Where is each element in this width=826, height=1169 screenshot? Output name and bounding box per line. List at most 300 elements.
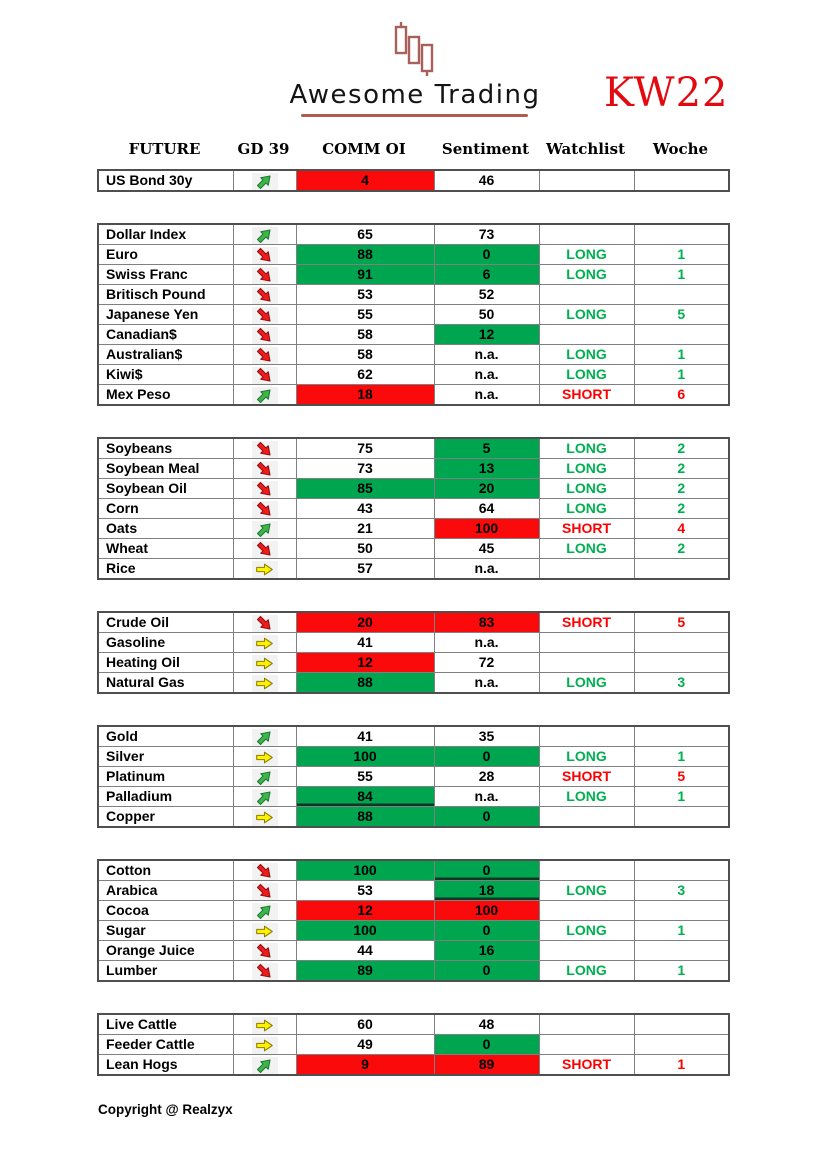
future-row: [98, 539, 729, 559]
sentiment-value-cell: 0: [434, 961, 539, 982]
trend-cell: [233, 747, 296, 767]
futures-table: [97, 611, 730, 694]
sentiment-value-cell: 89: [434, 1055, 539, 1076]
woche-count-cell: [634, 726, 729, 747]
watchlist-signal-cell: SHORT: [539, 519, 634, 539]
futures-table: [97, 437, 730, 580]
watchlist-signal-cell: [539, 901, 634, 921]
comm-oi-value-cell: 88: [296, 807, 434, 828]
future-row: [98, 747, 729, 767]
trend-down-arrow-icon: [252, 883, 278, 900]
trend-cell: [233, 479, 296, 499]
trend-cell: [233, 767, 296, 787]
woche-count-cell: 2: [634, 459, 729, 479]
future-row: [98, 245, 729, 265]
future-row: [98, 881, 729, 901]
future-name-cell: Wheat: [98, 539, 233, 559]
watchlist-signal-cell: [539, 224, 634, 245]
watchlist-signal-cell: LONG: [539, 265, 634, 285]
woche-count-cell: [634, 170, 729, 191]
trend-up-arrow-icon: [252, 903, 278, 920]
future-name-cell: Feeder Cattle: [98, 1035, 233, 1055]
woche-count-cell: 1: [634, 747, 729, 767]
sentiment-value-cell: 18: [434, 881, 539, 901]
trend-down-arrow-icon: [252, 461, 278, 478]
watchlist-signal-cell: [539, 726, 634, 747]
sentiment-value-cell: 0: [434, 921, 539, 941]
trend-down-arrow-icon: [252, 963, 278, 980]
trend-up-arrow-icon: [252, 521, 278, 538]
sentiment-value-cell: 0: [434, 747, 539, 767]
future-name-cell: Cotton: [98, 860, 233, 881]
brand-name: Awesome Trading: [289, 80, 541, 110]
future-name-cell: Soybeans: [98, 438, 233, 459]
future-row: [98, 726, 729, 747]
watchlist-signal-cell: [539, 170, 634, 191]
watchlist-signal-cell: LONG: [539, 459, 634, 479]
future-row: [98, 519, 729, 539]
future-name-cell: Gold: [98, 726, 233, 747]
trend-cell: [233, 787, 296, 807]
trend-cell: [233, 653, 296, 673]
future-row: [98, 1035, 729, 1055]
future-name-cell: Mex Peso: [98, 385, 233, 406]
trend-down-arrow-icon: [252, 441, 278, 458]
trend-down-arrow-icon: [252, 347, 278, 364]
column-header-sentiment: Sentiment: [441, 140, 530, 158]
trend-cell: [233, 726, 296, 747]
watchlist-signal-cell: LONG: [539, 673, 634, 694]
trend-down-arrow-icon: [252, 863, 278, 880]
comm-oi-value-cell: 41: [296, 726, 434, 747]
future-row: [98, 224, 729, 245]
comm-oi-value-cell: 60: [296, 1014, 434, 1035]
trend-cell: [233, 539, 296, 559]
sentiment-value-cell: 13: [434, 459, 539, 479]
trend-cell: [233, 860, 296, 881]
future-name-cell: Australian$: [98, 345, 233, 365]
trend-cell: [233, 941, 296, 961]
sentiment-value-cell: 50: [434, 305, 539, 325]
watchlist-signal-cell: LONG: [539, 747, 634, 767]
watchlist-signal-cell: [539, 653, 634, 673]
watchlist-signal-cell: [539, 559, 634, 580]
future-row: [98, 345, 729, 365]
trend-up-arrow-icon: [252, 729, 278, 746]
trend-down-arrow-icon: [252, 287, 278, 304]
trend-down-arrow-icon: [252, 327, 278, 344]
column-header-watchlist: Watchlist: [546, 140, 625, 158]
woche-count-cell: 2: [634, 499, 729, 519]
watchlist-signal-cell: [539, 860, 634, 881]
sentiment-value-cell: 35: [434, 726, 539, 747]
watchlist-signal-cell: [539, 807, 634, 828]
sentiment-value-cell: n.a.: [434, 673, 539, 694]
comm-oi-value-cell: 53: [296, 881, 434, 901]
sentiment-value-cell: 28: [434, 767, 539, 787]
comm-oi-value-cell: 88: [296, 673, 434, 694]
future-row: [98, 1055, 729, 1076]
future-row: [98, 325, 729, 345]
watchlist-signal-cell: SHORT: [539, 767, 634, 787]
woche-count-cell: 1: [634, 265, 729, 285]
future-name-cell: Japanese Yen: [98, 305, 233, 325]
future-row: [98, 438, 729, 459]
comm-oi-value-cell: 53: [296, 285, 434, 305]
watchlist-signal-cell: [539, 285, 634, 305]
trend-cell: [233, 245, 296, 265]
trend-right-arrow-icon: [252, 675, 278, 692]
woche-count-cell: [634, 807, 729, 828]
column-header-comm-oi: COMM OI: [322, 140, 406, 158]
trend-down-arrow-icon: [252, 481, 278, 498]
woche-count-cell: 1: [634, 345, 729, 365]
future-row: [98, 499, 729, 519]
trend-down-arrow-icon: [252, 267, 278, 284]
sentiment-value-cell: n.a.: [434, 559, 539, 580]
watchlist-signal-cell: SHORT: [539, 385, 634, 406]
comm-oi-value-cell: 75: [296, 438, 434, 459]
futures-table: [97, 169, 730, 192]
future-name-cell: Copper: [98, 807, 233, 828]
futures-table: [97, 725, 730, 828]
woche-count-cell: 2: [634, 438, 729, 459]
woche-count-cell: [634, 285, 729, 305]
trend-right-arrow-icon: [252, 1017, 278, 1034]
future-row: [98, 612, 729, 633]
comm-oi-value-cell: 44: [296, 941, 434, 961]
trend-down-arrow-icon: [252, 307, 278, 324]
future-name-cell: Dollar Index: [98, 224, 233, 245]
watchlist-signal-cell: SHORT: [539, 1055, 634, 1076]
sentiment-value-cell: 46: [434, 170, 539, 191]
trend-up-arrow-icon: [252, 173, 278, 190]
comm-oi-value-cell: 100: [296, 921, 434, 941]
watchlist-signal-cell: LONG: [539, 499, 634, 519]
comm-oi-value-cell: 43: [296, 499, 434, 519]
future-name-cell: Cocoa: [98, 901, 233, 921]
trend-cell: [233, 612, 296, 633]
sentiment-value-cell: 48: [434, 1014, 539, 1035]
woche-count-cell: 2: [634, 479, 729, 499]
trend-down-arrow-icon: [252, 501, 278, 518]
sentiment-value-cell: 0: [434, 245, 539, 265]
trend-cell: [233, 519, 296, 539]
brand-logo-icon: [394, 22, 436, 81]
future-row: [98, 365, 729, 385]
future-name-cell: Swiss Franc: [98, 265, 233, 285]
trend-down-arrow-icon: [252, 615, 278, 632]
woche-count-cell: [634, 224, 729, 245]
trend-cell: [233, 807, 296, 828]
trend-cell: [233, 438, 296, 459]
comm-oi-value-cell: 4: [296, 170, 434, 191]
watchlist-signal-cell: LONG: [539, 438, 634, 459]
watchlist-signal-cell: [539, 633, 634, 653]
future-row: [98, 961, 729, 982]
trend-up-arrow-icon: [252, 769, 278, 786]
sentiment-value-cell: 64: [434, 499, 539, 519]
sentiment-value-cell: n.a.: [434, 365, 539, 385]
comm-oi-value-cell: 58: [296, 325, 434, 345]
trend-cell: [233, 224, 296, 245]
trend-cell: [233, 365, 296, 385]
watchlist-signal-cell: LONG: [539, 539, 634, 559]
sentiment-value-cell: 0: [434, 807, 539, 828]
column-header-future: FUTURE: [128, 140, 201, 158]
future-row: [98, 787, 729, 807]
trend-cell: [233, 305, 296, 325]
woche-count-cell: 1: [634, 1055, 729, 1076]
woche-count-cell: 2: [634, 539, 729, 559]
woche-count-cell: [634, 1014, 729, 1035]
future-name-cell: Live Cattle: [98, 1014, 233, 1035]
sentiment-value-cell: 5: [434, 438, 539, 459]
trend-down-arrow-icon: [252, 943, 278, 960]
futures-table: [97, 223, 730, 406]
future-name-cell: Sugar: [98, 921, 233, 941]
sentiment-value-cell: n.a.: [434, 633, 539, 653]
sentiment-value-cell: 20: [434, 479, 539, 499]
trend-cell: [233, 385, 296, 406]
comm-oi-value-cell: 9: [296, 1055, 434, 1076]
calendar-week-label: KW22: [604, 70, 729, 116]
trend-cell: [233, 459, 296, 479]
sentiment-value-cell: 52: [434, 285, 539, 305]
trend-right-arrow-icon: [252, 655, 278, 672]
sentiment-value-cell: 100: [434, 519, 539, 539]
watchlist-signal-cell: [539, 941, 634, 961]
woche-count-cell: [634, 559, 729, 580]
comm-oi-value-cell: 55: [296, 305, 434, 325]
trend-cell: [233, 633, 296, 653]
trend-cell: [233, 1035, 296, 1055]
comm-oi-value-cell: 12: [296, 901, 434, 921]
comm-oi-value-cell: 89: [296, 961, 434, 982]
future-name-cell: Kiwi$: [98, 365, 233, 385]
woche-count-cell: 1: [634, 961, 729, 982]
sentiment-value-cell: 16: [434, 941, 539, 961]
trend-down-arrow-icon: [252, 367, 278, 384]
trend-cell: [233, 499, 296, 519]
brand-underline: [301, 114, 528, 117]
watchlist-signal-cell: LONG: [539, 365, 634, 385]
trend-cell: [233, 673, 296, 694]
comm-oi-value-cell: 20: [296, 612, 434, 633]
trend-cell: [233, 921, 296, 941]
future-row: [98, 767, 729, 787]
trend-cell: [233, 901, 296, 921]
future-name-cell: Rice: [98, 559, 233, 580]
trend-up-arrow-icon: [252, 789, 278, 806]
future-name-cell: Heating Oil: [98, 653, 233, 673]
sentiment-value-cell: 0: [434, 1035, 539, 1055]
watchlist-signal-cell: LONG: [539, 787, 634, 807]
woche-count-cell: [634, 653, 729, 673]
woche-count-cell: 4: [634, 519, 729, 539]
comm-oi-value-cell: 58: [296, 345, 434, 365]
watchlist-signal-cell: LONG: [539, 921, 634, 941]
woche-count-cell: 5: [634, 612, 729, 633]
trend-up-arrow-icon: [252, 1057, 278, 1074]
future-row: [98, 459, 729, 479]
comm-oi-value-cell: 55: [296, 767, 434, 787]
comm-oi-value-cell: 49: [296, 1035, 434, 1055]
future-name-cell: Crude Oil: [98, 612, 233, 633]
trend-right-arrow-icon: [252, 561, 278, 578]
future-row: [98, 479, 729, 499]
future-name-cell: Silver: [98, 747, 233, 767]
future-row: [98, 385, 729, 406]
woche-count-cell: 1: [634, 787, 729, 807]
woche-count-cell: [634, 860, 729, 881]
comm-oi-value-cell: 65: [296, 224, 434, 245]
comm-oi-value-cell: 57: [296, 559, 434, 580]
future-name-cell: Euro: [98, 245, 233, 265]
future-row: [98, 901, 729, 921]
trend-up-arrow-icon: [252, 227, 278, 244]
woche-count-cell: [634, 325, 729, 345]
report-footer: [98, 1102, 826, 1117]
trend-down-arrow-icon: [252, 247, 278, 264]
sentiment-value-cell: 83: [434, 612, 539, 633]
sentiment-value-cell: n.a.: [434, 345, 539, 365]
woche-count-cell: [634, 941, 729, 961]
future-row: [98, 860, 729, 881]
watchlist-signal-cell: LONG: [539, 961, 634, 982]
sentiment-value-cell: 12: [434, 325, 539, 345]
woche-count-cell: 5: [634, 305, 729, 325]
future-name-cell: US Bond 30y: [98, 170, 233, 191]
woche-count-cell: [634, 901, 729, 921]
future-name-cell: Palladium: [98, 787, 233, 807]
comm-oi-value-cell: 62: [296, 365, 434, 385]
sentiment-value-cell: n.a.: [434, 787, 539, 807]
watchlist-signal-cell: LONG: [539, 345, 634, 365]
future-row: [98, 285, 729, 305]
futures-table: [97, 859, 730, 982]
future-row: [98, 921, 729, 941]
futures-table: [97, 1013, 730, 1076]
sentiment-value-cell: 6: [434, 265, 539, 285]
trend-right-arrow-icon: [252, 923, 278, 940]
future-name-cell: Oats: [98, 519, 233, 539]
watchlist-signal-cell: LONG: [539, 305, 634, 325]
future-row: [98, 807, 729, 828]
trend-cell: [233, 1055, 296, 1076]
trend-up-arrow-icon: [252, 387, 278, 404]
comm-oi-value-cell: 91: [296, 265, 434, 285]
watchlist-signal-cell: SHORT: [539, 612, 634, 633]
future-row: [98, 673, 729, 694]
future-row: [98, 941, 729, 961]
futures-tables: [0, 169, 826, 1076]
woche-count-cell: 5: [634, 767, 729, 787]
trend-cell: [233, 961, 296, 982]
woche-count-cell: 6: [634, 385, 729, 406]
sentiment-value-cell: 73: [434, 224, 539, 245]
watchlist-signal-cell: LONG: [539, 881, 634, 901]
copyright-text: Copyright @ Realzyx: [98, 1102, 233, 1117]
sentiment-value-cell: 100: [434, 901, 539, 921]
report-header: [0, 0, 826, 135]
future-name-cell: Corn: [98, 499, 233, 519]
column-header-woche: Woche: [652, 140, 709, 158]
future-row: [98, 1014, 729, 1035]
trend-cell: [233, 325, 296, 345]
comm-oi-value-cell: 84: [296, 787, 434, 807]
future-name-cell: Lumber: [98, 961, 233, 982]
comm-oi-value-cell: 88: [296, 245, 434, 265]
comm-oi-value-cell: 50: [296, 539, 434, 559]
future-name-cell: Canadian$: [98, 325, 233, 345]
trend-right-arrow-icon: [252, 635, 278, 652]
woche-count-cell: [634, 1035, 729, 1055]
future-row: [98, 653, 729, 673]
woche-count-cell: 3: [634, 881, 729, 901]
future-name-cell: Soybean Oil: [98, 479, 233, 499]
trend-right-arrow-icon: [252, 809, 278, 826]
future-name-cell: Soybean Meal: [98, 459, 233, 479]
trend-cell: [233, 265, 296, 285]
comm-oi-value-cell: 41: [296, 633, 434, 653]
woche-count-cell: 1: [634, 365, 729, 385]
future-name-cell: Lean Hogs: [98, 1055, 233, 1076]
sentiment-value-cell: 45: [434, 539, 539, 559]
future-name-cell: Orange Juice: [98, 941, 233, 961]
trend-down-arrow-icon: [252, 541, 278, 558]
future-name-cell: Britisch Pound: [98, 285, 233, 305]
comm-oi-value-cell: 100: [296, 747, 434, 767]
watchlist-signal-cell: [539, 325, 634, 345]
watchlist-signal-cell: [539, 1014, 634, 1035]
future-name-cell: Natural Gas: [98, 673, 233, 694]
column-headers: [97, 139, 728, 159]
sentiment-value-cell: n.a.: [434, 385, 539, 406]
comm-oi-value-cell: 85: [296, 479, 434, 499]
woche-count-cell: 1: [634, 245, 729, 265]
trend-cell: [233, 1014, 296, 1035]
comm-oi-value-cell: 18: [296, 385, 434, 406]
future-name-cell: Arabica: [98, 881, 233, 901]
watchlist-signal-cell: LONG: [539, 245, 634, 265]
future-row: [98, 633, 729, 653]
column-header-gd39: GD 39: [237, 140, 290, 158]
trend-cell: [233, 345, 296, 365]
future-name-cell: Platinum: [98, 767, 233, 787]
future-row: [98, 170, 729, 191]
future-row: [98, 305, 729, 325]
woche-count-cell: 1: [634, 921, 729, 941]
trend-cell: [233, 285, 296, 305]
watchlist-signal-cell: LONG: [539, 479, 634, 499]
sentiment-value-cell: 72: [434, 653, 539, 673]
comm-oi-value-cell: 73: [296, 459, 434, 479]
comm-oi-value-cell: 12: [296, 653, 434, 673]
trend-cell: [233, 170, 296, 191]
future-row: [98, 265, 729, 285]
trend-cell: [233, 559, 296, 580]
trend-cell: [233, 881, 296, 901]
woche-count-cell: [634, 633, 729, 653]
future-row: [98, 559, 729, 580]
trend-right-arrow-icon: [252, 749, 278, 766]
sentiment-value-cell: 0: [434, 860, 539, 881]
watchlist-signal-cell: [539, 1035, 634, 1055]
trend-right-arrow-icon: [252, 1037, 278, 1054]
woche-count-cell: 3: [634, 673, 729, 694]
comm-oi-value-cell: 21: [296, 519, 434, 539]
